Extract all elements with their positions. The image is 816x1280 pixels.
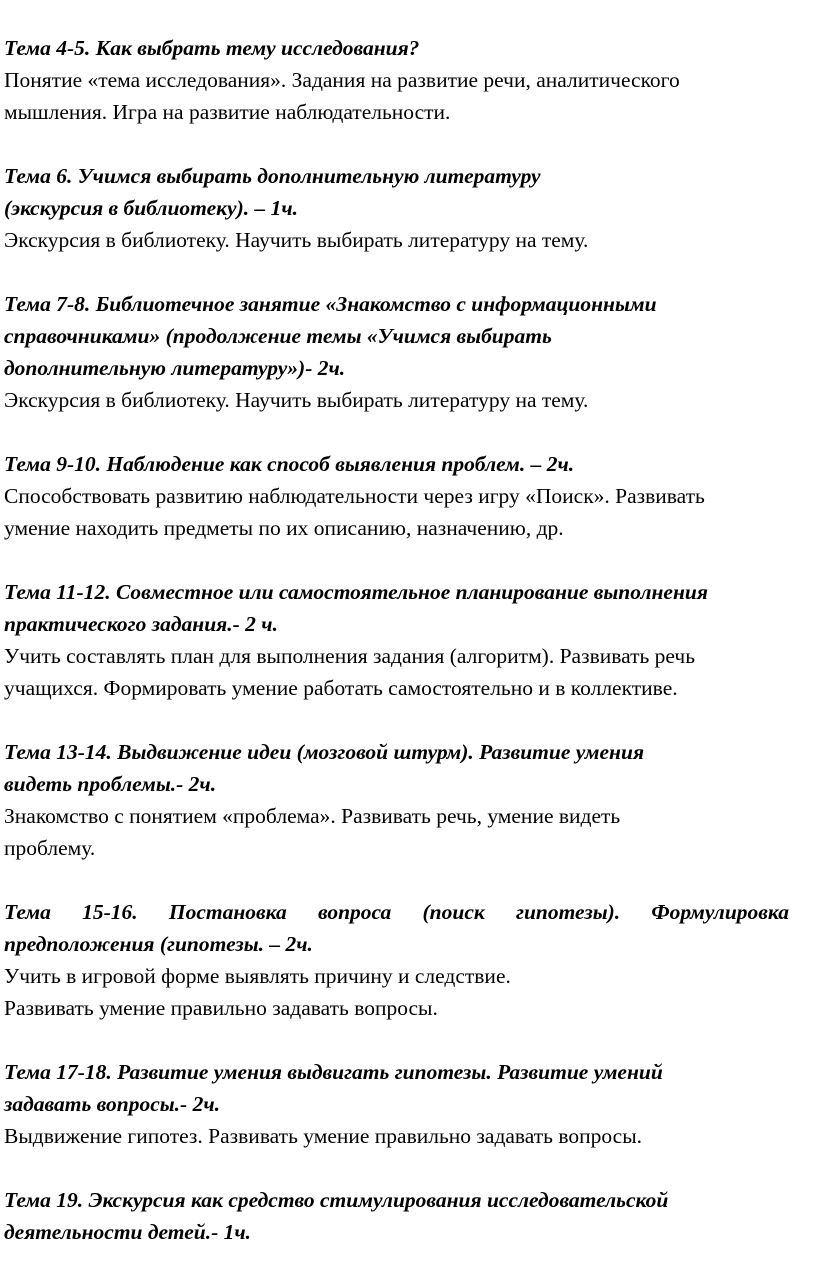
topic-title: Тема 13-14. Выдвижение идеи (мозговой штурм). Развитие умения xyxy=(4,740,645,764)
topic-description: Знакомство с понятием «проблема». Развивать речь, умение видеть xyxy=(4,804,621,828)
topic-description: умение находить предметы по их описанию, назначению, др. xyxy=(4,516,564,540)
topic-description: Экскурсия в библиотеку. Научить выбирать литературу на тему. xyxy=(4,228,589,252)
title-word: Постановка xyxy=(168,900,287,924)
topic-description: Развивать умение правильно задавать вопросы. xyxy=(4,996,438,1020)
topic-title-justified xyxy=(4,896,789,928)
title-word: Тема xyxy=(4,900,51,924)
topic-title: справочниками» (продолжение темы «Учимся выбирать xyxy=(4,324,552,348)
topic-title: Тема 17-18. Развитие умения выдвигать гипотезы. Развитие умений xyxy=(4,1060,663,1084)
topic-title: (экскурсия в библиотеку). – 1ч. xyxy=(4,196,299,220)
topic-title: видеть проблемы.- 2ч. xyxy=(4,772,217,796)
topic-description: учащихся. Формировать умение работать самостоятельно и в коллективе. xyxy=(4,676,678,700)
topic-title: дополнительную литературу»)- 2ч. xyxy=(4,356,346,380)
topic-title: Тема 7-8. Библиотечное занятие «Знакомство с информационными xyxy=(4,292,657,316)
topic-description: Способствовать развитию наблюдательности через игру «Поиск». Развивать xyxy=(4,484,705,508)
topic-19 xyxy=(4,1184,812,1248)
topic-title: Тема 4-5. Как выбрать тему исследования? xyxy=(4,36,420,60)
title-word: Формулировка xyxy=(651,900,789,924)
topic-description: Учить в игровой форме выявлять причину и следствие. xyxy=(4,964,511,988)
topic-description: Понятие «тема исследования». Задания на развитие речи, аналитического xyxy=(4,68,680,92)
topic-description: Учить составлять план для выполнения задания (алгоритм). Развивать речь xyxy=(4,644,696,668)
topic-title: предположения (гипотезы. – 2ч. xyxy=(4,932,313,956)
topic-17-18 xyxy=(4,1056,812,1152)
topic-13-14 xyxy=(4,736,812,864)
topic-4-5 xyxy=(4,32,812,128)
topic-7-8 xyxy=(4,288,812,416)
topic-15-16 xyxy=(4,896,812,1024)
topic-description: Экскурсия в библиотеку. Научить выбирать литературу на тему. xyxy=(4,388,589,412)
title-word: вопроса xyxy=(318,900,392,924)
topic-6 xyxy=(4,160,812,256)
topic-11-12 xyxy=(4,576,812,704)
topic-title: задавать вопросы.- 2ч. xyxy=(4,1092,220,1116)
topic-9-10 xyxy=(4,448,812,544)
topic-description: Выдвижение гипотез. Развивать умение правильно задавать вопросы. xyxy=(4,1124,643,1148)
document-page xyxy=(4,32,812,1280)
topic-title: Тема 9-10. Наблюдение как способ выявления проблем. – 2ч. xyxy=(4,452,575,476)
topic-title: деятельности детей.- 1ч. xyxy=(4,1220,252,1244)
title-word: 15-16. xyxy=(82,900,138,924)
topic-title: Тема 6. Учимся выбирать дополнительную литературу xyxy=(4,164,541,188)
title-word: (поиск xyxy=(422,900,485,924)
title-word: гипотезы). xyxy=(516,900,621,924)
topic-title: Тема 11-12. Совместное или самостоятельное планирование выполнения xyxy=(4,580,708,604)
topic-title: Тема 19. Экскурсия как средство стимулирования исследовательской xyxy=(4,1188,669,1212)
topic-description: проблему. xyxy=(4,836,96,860)
topic-description: мышления. Игра на развитие наблюдательности. xyxy=(4,100,451,124)
topic-title: практического задания.- 2 ч. xyxy=(4,612,278,636)
